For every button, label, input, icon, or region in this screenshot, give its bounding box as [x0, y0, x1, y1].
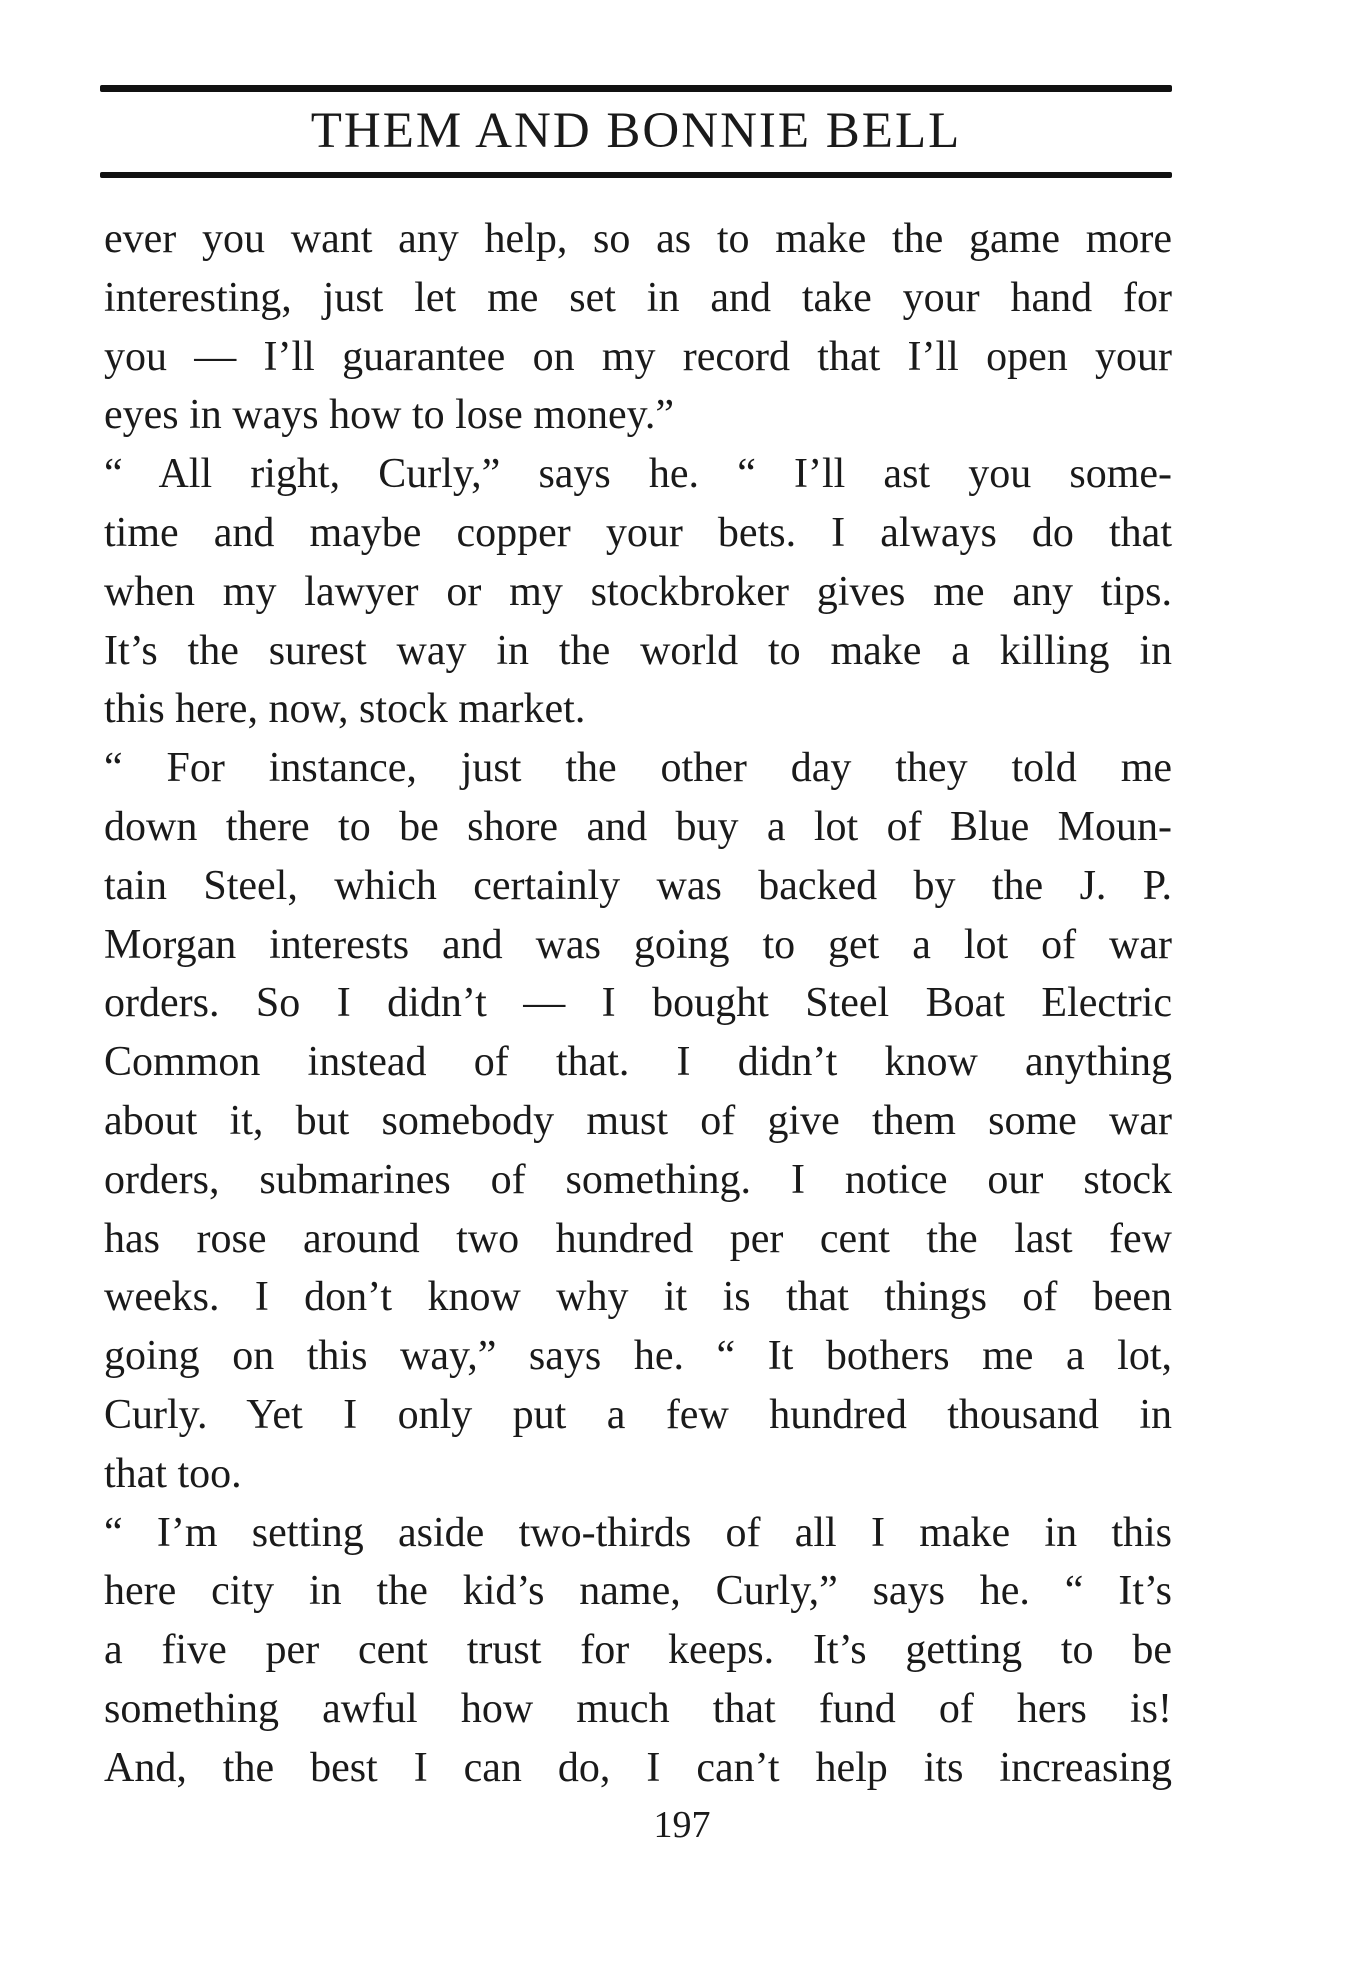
text-line: tain Steel, which certainly was backed by the J. P.: [104, 862, 1172, 909]
text-line: here city in the kid’s name, Curly,” says he. “ It’s: [104, 1568, 1172, 1615]
text-line: a five per cent trust for keeps. It’s getting to be: [104, 1627, 1172, 1674]
body-text: [104, 210, 1172, 1798]
running-head: THEM AND BONNIE BELL: [310, 103, 962, 159]
text-line: It’s the surest way in the world to make a killing in: [104, 627, 1172, 674]
text-line: eyes in ways how to lose money.”: [104, 392, 674, 439]
text-line: “ I’m setting aside two-thirds of all I make in this: [104, 1509, 1172, 1556]
text-line: “ All right, Curly,” says he. “ I’ll ast you some-: [104, 451, 1172, 498]
text-line: this here, now, stock market.: [104, 686, 586, 733]
text-line: when my lawyer or my stockbroker gives me any tips.: [104, 568, 1172, 615]
text-line: orders, submarines of something. I notice our stock: [104, 1156, 1172, 1203]
text-line: Common instead of that. I didn’t know anything: [104, 1039, 1172, 1086]
header-rule-bottom: [100, 172, 1172, 178]
page-number: 197: [653, 1804, 711, 1846]
text-line: something awful how much that fund of hers is!: [104, 1685, 1172, 1732]
text-line: ever you want any help, so as to make the game more: [104, 216, 1172, 262]
text-line: that too.: [104, 1450, 242, 1497]
text-line: you — I’ll guarantee on my record that I’ll open your: [104, 333, 1172, 380]
text-line: “ For instance, just the other day they told me: [104, 745, 1172, 792]
text-line: Morgan interests and was going to get a lot of war: [104, 921, 1172, 968]
header-rule-top: [100, 85, 1172, 92]
text-line: has rose around two hundred per cent the last few: [104, 1215, 1172, 1262]
text-line: interesting, just let me set in and take your hand for: [104, 274, 1172, 321]
text-line: down there to be shore and buy a lot of Blue Moun-: [104, 803, 1172, 850]
text-line: And, the best I can do, I can’t help its increasing: [104, 1744, 1172, 1791]
text-line: about it, but somebody must of give them some war: [104, 1097, 1172, 1144]
text-line: weeks. I don’t know why it is that things of been: [104, 1274, 1172, 1321]
text-line: Curly. Yet I only put a few hundred thousand in: [104, 1391, 1172, 1438]
text-line: time and maybe copper your bets. I always do that: [104, 509, 1172, 556]
text-line: orders. So I didn’t — I bought Steel Boat Electric: [104, 980, 1172, 1027]
text-line: going on this way,” says he. “ It bothers me a lot,: [104, 1333, 1172, 1380]
